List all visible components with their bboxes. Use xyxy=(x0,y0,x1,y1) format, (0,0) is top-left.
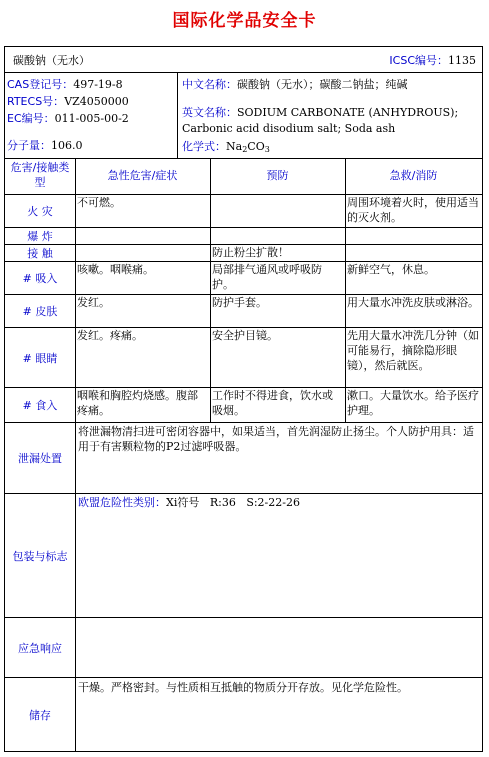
first-aid-cell: 漱口。大量饮水。给予医疗护理。 xyxy=(347,389,479,417)
emergency-label: 应急响应 xyxy=(18,641,62,655)
rtecs-label: RTECS号： xyxy=(7,95,65,108)
cas-label: CAS登记号： xyxy=(7,78,74,91)
first-aid-cell: 先用大量水冲洗几分钟（如可能易行，摘除隐形眼镜），然后就医。 xyxy=(347,329,479,372)
eu-hazard-class xyxy=(78,495,300,510)
hazard-type: # 皮肤 xyxy=(22,305,58,318)
chemical-formula xyxy=(182,139,270,154)
safety-card xyxy=(4,46,483,752)
ec-value: 011-005-00-2 xyxy=(54,112,129,125)
column-header: 急性危害/症状 xyxy=(107,169,178,182)
prevention-cell: 防护手套。 xyxy=(212,296,267,309)
hazard-type: 火 灾 xyxy=(27,205,53,218)
eu-hazard-value: Xi符号 R:36 S:2-22-26 xyxy=(166,496,300,509)
cn-label: 中文名称： xyxy=(182,78,237,91)
rtecs-value: VZ4050000 xyxy=(64,95,129,108)
cn-value: 碳酸钠（无水）；碳酸二钠盐；纯碱 xyxy=(237,78,408,91)
symptom-cell: 发红。疼痛。 xyxy=(77,329,143,342)
first-aid-cell: 新鲜空气，休息。 xyxy=(347,263,435,276)
first-aid-cell: 用大量水冲洗皮肤或淋浴。 xyxy=(347,296,479,309)
hazard-type: # 眼睛 xyxy=(22,351,58,365)
mw-label: 分子量： xyxy=(7,139,51,152)
hazard-type: 接 触 xyxy=(27,247,53,260)
column-header: 危害/接触类型 xyxy=(10,161,70,189)
icsc-label: ICSC编号： xyxy=(389,54,448,67)
en-value-1: SODIUM CARBONATE (ANHYDROUS); xyxy=(237,106,459,119)
eu-hazard-label: 欧盟危险性类别： xyxy=(78,496,166,509)
cas-value: 497-19-8 xyxy=(73,78,123,91)
hazard-type: # 食入 xyxy=(22,399,58,412)
formula-na: Na xyxy=(226,140,243,153)
prevention-cell: 安全护目镜。 xyxy=(212,329,278,342)
chinese-name xyxy=(182,77,408,92)
storage-label: 储存 xyxy=(29,708,51,722)
ec-number xyxy=(7,111,129,126)
spill-label: 泄漏处置 xyxy=(18,452,62,465)
icsc-number xyxy=(389,53,476,68)
column-header: 预防 xyxy=(266,169,289,182)
hazard-type: # 吸入 xyxy=(22,272,58,285)
formula-sub-2: 3 xyxy=(264,145,270,154)
symptom-cell: 咳嗽。咽喉痛。 xyxy=(77,263,154,276)
symptom-cell: 不可燃。 xyxy=(77,196,121,209)
card-title: 国际化学品安全卡 xyxy=(172,11,317,31)
prevention-cell: 工作时不得进食，饮水或吸烟。 xyxy=(212,389,333,417)
cas-number xyxy=(7,77,123,92)
en-label: 英文名称： xyxy=(182,106,237,119)
formula-co: CO xyxy=(247,140,265,153)
column-header: 急救/消防 xyxy=(389,169,438,182)
molecular-weight xyxy=(7,138,83,153)
first-aid-cell: 周围环境着火时，使用适当的灭火剂。 xyxy=(347,196,479,224)
mw-value: 106.0 xyxy=(51,139,83,152)
english-name-line2: Carbonic acid disodium salt; Soda ash xyxy=(182,122,396,135)
prevention-cell: 局部排气通风或呼吸防护。 xyxy=(212,263,322,291)
packaging-label: 包装与标志 xyxy=(12,549,68,563)
prevention-cell: 防止粉尘扩散！ xyxy=(212,246,289,259)
hazard-type: 爆 炸 xyxy=(27,230,53,243)
symptom-cell: 咽喉和胸腔灼烧感。腹部疼痛。 xyxy=(77,389,198,417)
formula-label: 化学式： xyxy=(182,140,226,153)
formula-sub-1: 2 xyxy=(242,145,248,154)
icsc-value: 1135 xyxy=(448,54,476,67)
ec-label: EC编号： xyxy=(7,112,55,125)
symptom-cell: 发红。 xyxy=(77,296,110,309)
spill-text: 将泄漏物清扫进可密闭容器中，如果适当，首先润湿防止扬尘。个人防护用具：适用于有害颗粒物的P2过滤呼吸器。 xyxy=(78,425,474,453)
rtecs-number xyxy=(7,94,129,109)
chemical-name: 碳酸钠（无水） xyxy=(13,54,90,67)
english-name xyxy=(182,105,458,120)
storage-text: 干燥。严格密封。与性质相互抵触的物质分开存放。见化学危险性。 xyxy=(78,681,408,694)
